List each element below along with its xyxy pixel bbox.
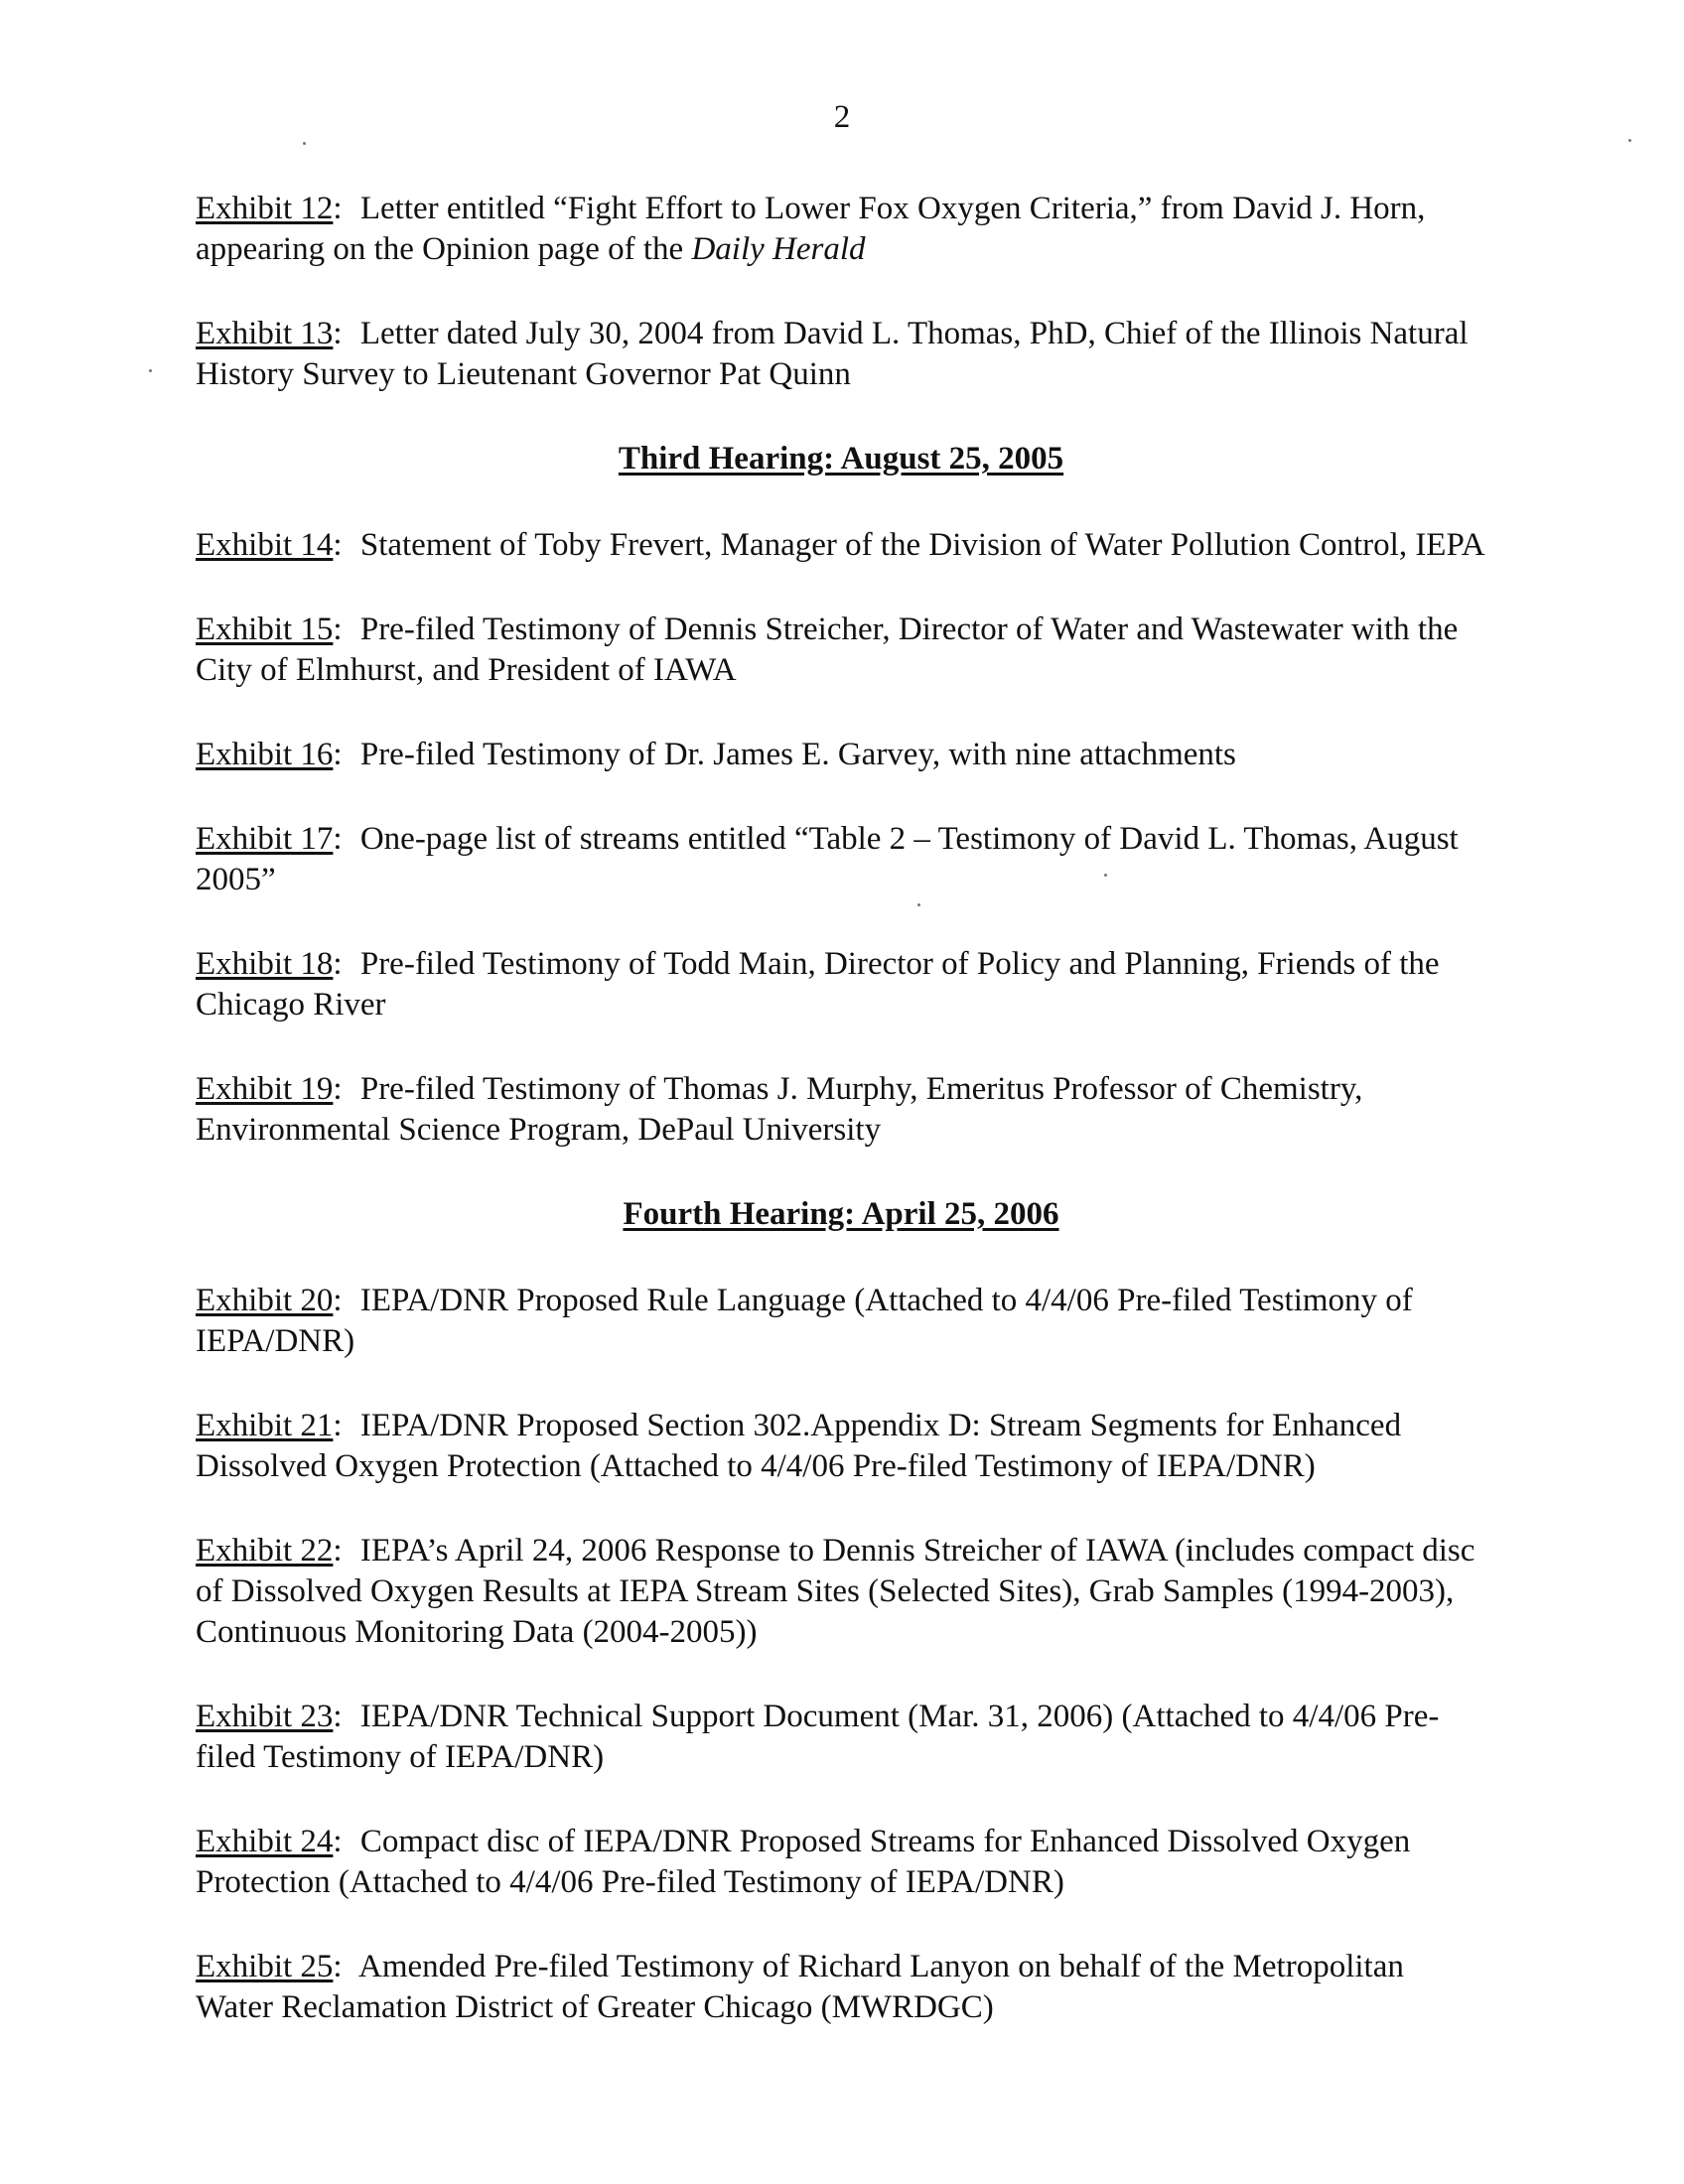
exhibit-colon: :	[333, 527, 343, 563]
exhibit-colon: :	[333, 191, 343, 226]
exhibit-colon: :	[333, 1699, 343, 1734]
exhibit-colon: :	[333, 1824, 343, 1859]
exhibit-colon: :	[333, 1949, 343, 1984]
exhibit-label: Exhibit 13	[196, 316, 334, 351]
exhibit-colon: :	[333, 1533, 343, 1569]
exhibit-description: Pre-filed Testimony of Dr. James E. Garvey, with nine attachments	[359, 737, 1236, 772]
section-heading: Third Hearing: August 25, 2005	[618, 441, 1064, 477]
scan-speck	[149, 369, 152, 372]
exhibit-entry	[196, 610, 1486, 691]
scan-speck	[1628, 139, 1631, 142]
exhibit-description: Letter entitled “Fight Effort to Lower Fox Oxygen Criteria,” from David J. Horn, appearing on the Opinion page of the	[196, 191, 1426, 267]
publication-title: Daily Herald	[691, 231, 866, 267]
exhibit-description: One-page list of streams entitled “Table 2 – Testimony of David L. Thomas, August 2005”	[196, 821, 1459, 897]
exhibit-label: Exhibit 14	[196, 527, 334, 563]
exhibit-entry	[196, 314, 1486, 395]
exhibit-description: IEPA/DNR Proposed Section 302.Appendix D: Stream Segments for Enhanced Dissolved Oxygen Protection (Attached to 4/4/06 Pre-filed Testimony of IEPA/DNR)	[196, 1408, 1402, 1484]
exhibit-label: Exhibit 18	[196, 946, 334, 982]
exhibit-label: Exhibit 21	[196, 1408, 334, 1443]
exhibit-label: Exhibit 17	[196, 821, 334, 857]
exhibit-colon: :	[333, 946, 343, 982]
exhibit-entry	[196, 189, 1486, 270]
exhibit-colon: :	[333, 612, 343, 647]
exhibit-colon: :	[333, 1408, 343, 1443]
exhibit-label: Exhibit 25	[196, 1949, 334, 1984]
exhibit-label: Exhibit 19	[196, 1071, 334, 1107]
exhibit-label: Exhibit 12	[196, 191, 334, 226]
exhibit-label: Exhibit 22	[196, 1533, 334, 1569]
exhibit-entry	[196, 1281, 1486, 1362]
exhibit-description: IEPA’s April 24, 2006 Response to Dennis Streicher of IAWA (includes compact disc of Dissolved Oxygen Results at IEPA Stream Sites (Selected Sites), Grab Samples (1994-2003), Continuous Monitoring Data (2004-2005))	[196, 1533, 1475, 1650]
exhibit-entry	[196, 1697, 1486, 1778]
exhibit-label: Exhibit 24	[196, 1824, 334, 1859]
exhibit-description: Pre-filed Testimony of Todd Main, Director of Policy and Planning, Friends of the Chicago River	[196, 946, 1440, 1023]
section-heading: Fourth Hearing: April 25, 2006	[623, 1196, 1059, 1232]
exhibit-colon: :	[333, 1283, 343, 1318]
exhibit-entry	[196, 735, 1486, 775]
exhibit-entry	[196, 1069, 1486, 1151]
exhibit-entry	[196, 944, 1486, 1025]
exhibit-colon: :	[333, 821, 343, 857]
exhibit-description: IEPA/DNR Proposed Rule Language (Attached to 4/4/06 Pre-filed Testimony of IEPA/DNR)	[196, 1283, 1413, 1359]
exhibit-description: Letter dated July 30, 2004 from David L. Thomas, PhD, Chief of the Illinois Natural History Survey to Lieutenant Governor Pat Quinn	[196, 316, 1469, 392]
scan-speck	[303, 142, 306, 145]
exhibit-description: IEPA/DNR Technical Support Document (Mar. 31, 2006) (Attached to 4/4/06 Pre-filed Testimony of IEPA/DNR)	[196, 1699, 1440, 1775]
exhibit-entry	[196, 1406, 1486, 1487]
page-number: 2	[833, 99, 851, 135]
exhibit-entry	[196, 1822, 1486, 1903]
exhibit-description: Pre-filed Testimony of Thomas J. Murphy, Emeritus Professor of Chemistry, Environmental Science Program, DePaul University	[196, 1071, 1363, 1148]
exhibit-colon: :	[333, 737, 343, 772]
exhibit-label: Exhibit 16	[196, 737, 334, 772]
exhibit-label: Exhibit 20	[196, 1283, 334, 1318]
exhibit-list	[196, 189, 1486, 2072]
exhibit-entry	[196, 819, 1486, 900]
exhibit-colon: :	[333, 316, 343, 351]
exhibit-entry	[196, 1531, 1486, 1653]
exhibit-description: Compact disc of IEPA/DNR Proposed Streams for Enhanced Dissolved Oxygen Protection (Attached to 4/4/06 Pre-filed Testimony of IEPA/DNR)	[196, 1824, 1411, 1900]
exhibit-label: Exhibit 15	[196, 612, 334, 647]
exhibit-entry	[196, 525, 1486, 566]
exhibit-label: Exhibit 23	[196, 1699, 334, 1734]
exhibit-description: Pre-filed Testimony of Dennis Streicher, Director of Water and Wastewater with the City of Elmhurst, and President of IAWA	[196, 612, 1459, 688]
exhibit-description: Amended Pre-filed Testimony of Richard Lanyon on behalf of the Metropolitan Water Reclamation District of Greater Chicago (MWRDGC)	[196, 1949, 1404, 2025]
exhibit-description: Statement of Toby Frevert, Manager of the Division of Water Pollution Control, IEPA	[359, 527, 1485, 563]
exhibit-entry	[196, 1947, 1486, 2028]
exhibit-colon: :	[333, 1071, 343, 1107]
